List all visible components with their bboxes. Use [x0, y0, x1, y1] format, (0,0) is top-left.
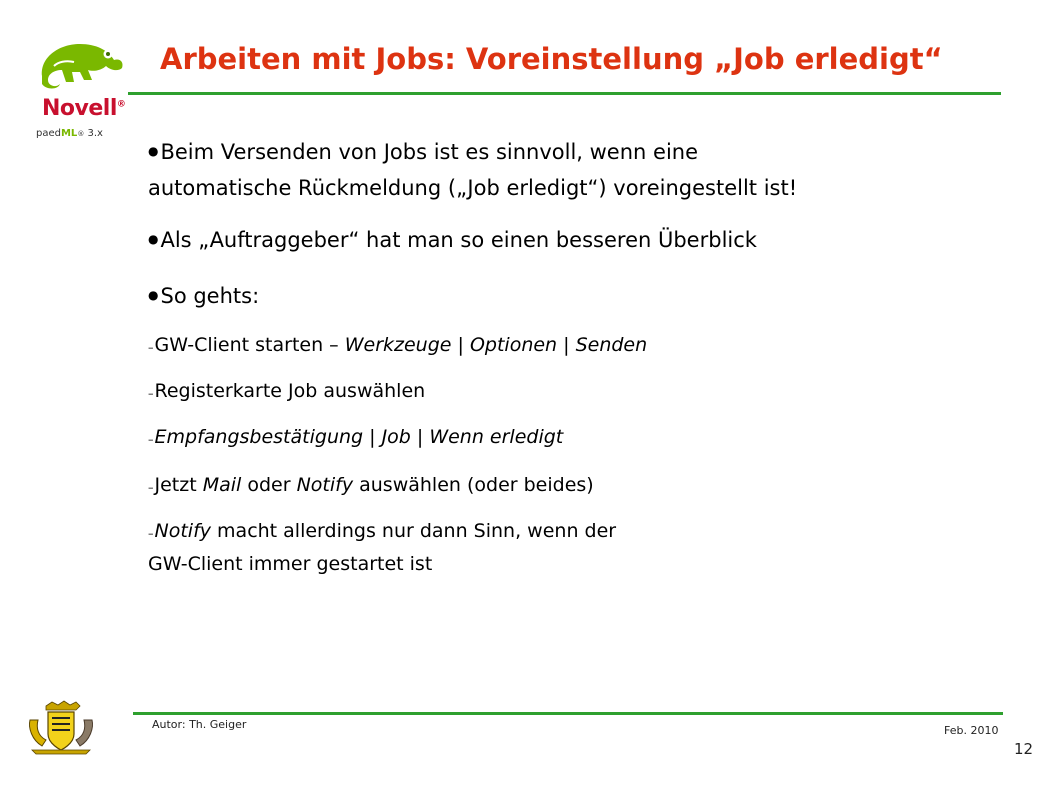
step-item: –Registerkarte Job auswählen — [148, 380, 426, 402]
title-divider — [128, 92, 1001, 95]
bullet-item: ●Als „Auftraggeber“ hat man so einen besseren Überblick — [148, 228, 757, 252]
footer-divider — [133, 712, 1003, 715]
bullet-dot-icon: ● — [148, 232, 159, 246]
baden-wuerttemberg-crest-icon — [24, 700, 98, 756]
novell-logo — [28, 36, 128, 146]
bullet-item: ●So gehts: — [148, 284, 260, 308]
novell-wordmark: Novell® — [42, 96, 126, 121]
step-item: –Jetzt Mail oder Notify auswählen (oder beides) — [148, 474, 594, 496]
footer-author: Autor: Th. Geiger — [152, 718, 247, 731]
bullet-dot-icon: ● — [148, 288, 159, 302]
step-item: –Notify macht allerdings nur dann Sinn, wenn der GW-Client immer gestartet ist — [148, 520, 617, 575]
step-item: –GW-Client starten – Werkzeuge | Optionen | Senden — [148, 334, 648, 356]
footer-date: Feb. 2010 — [944, 724, 999, 737]
step-item: –Empfangsbestätigung | Job | Wenn erledigt — [148, 426, 564, 448]
page-number: 12 — [1014, 740, 1034, 758]
product-label: paedML® 3.x — [36, 128, 103, 139]
slide-title: Arbeiten mit Jobs: Voreinstellung „Job erledigt“ — [160, 42, 943, 76]
bullet-dot-icon: ● — [148, 144, 159, 158]
bullet-item: ●Beim Versenden von Jobs ist es sinnvoll, wenn eine automatische Rückmeldung („Job erledigt“) voreingestellt ist! — [148, 140, 798, 200]
novell-chameleon-icon — [36, 36, 126, 92]
